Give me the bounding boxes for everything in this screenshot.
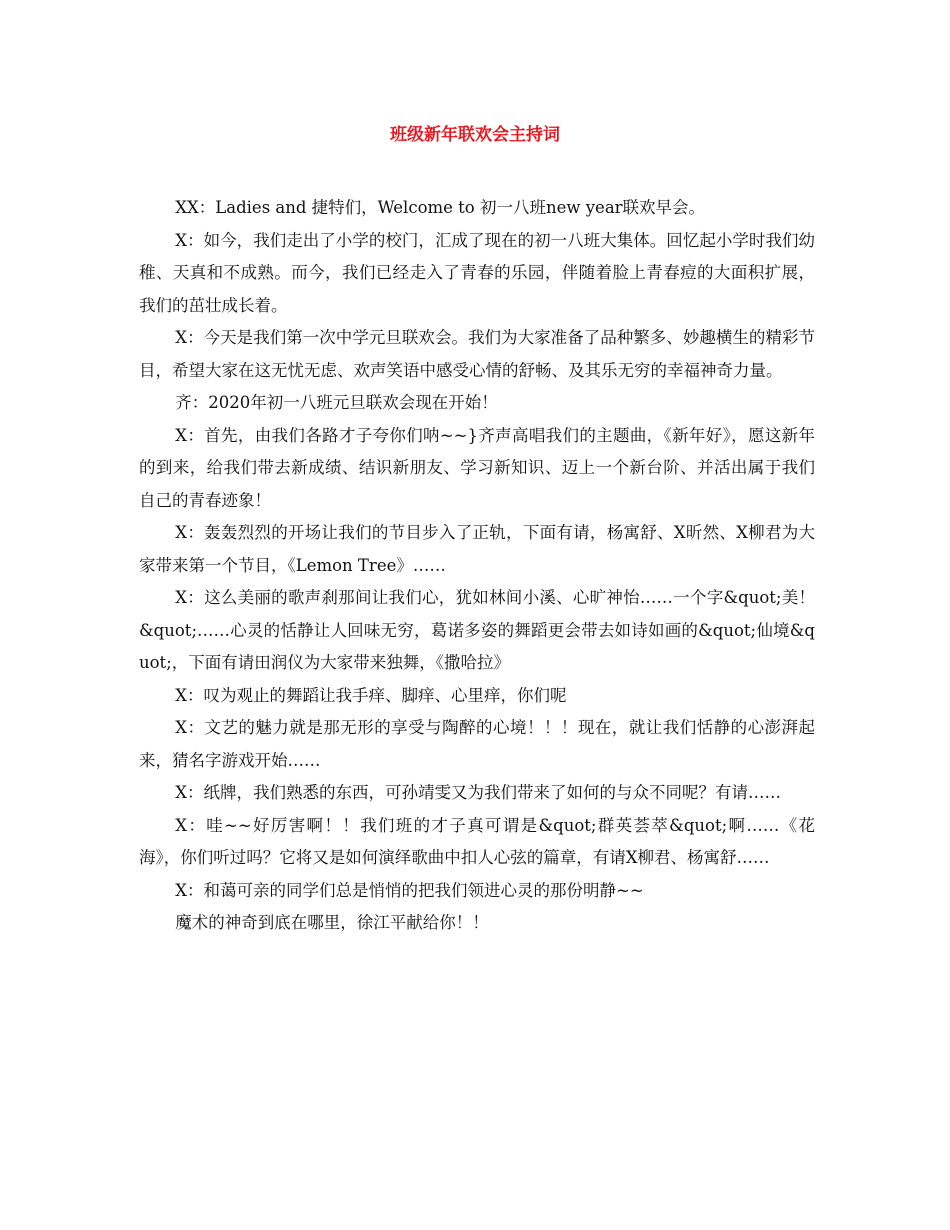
paragraph: X：今天是我们第一次中学元旦联欢会。我们为大家准备了品种繁多、妙趣横生的精彩节目，希望大家在这无忧无虑、欢声笑语中感受心情的舒畅、及其乐无穷的幸福神奇力量。 (139, 328, 815, 380)
paragraph: 齐：2020年初一八班元旦联欢会现在开始！ (175, 393, 498, 412)
paragraph: X：和蔼可亲的同学们总是悄悄的把我们领进心灵的那份明静~~ (175, 880, 644, 900)
paragraph: X：轰轰烈烈的开场让我们的节目步入了正轨，下面有请，杨寓舒、X昕然、X柳君为大家带来第一个节目，《Lemon Tree》…… (139, 523, 815, 575)
paragraph: X：哇~~好厉害啊！！我们班的才子真可谓是&quot;群英荟萃&quot;啊……《花海》，你们听过吗？它将又是如何演绎歌曲中扣人心弦的篇章，有请X柳君、杨寓舒…… (139, 815, 815, 867)
document-title: 班级新年联欢会主持词 (390, 125, 560, 145)
paragraph: X：这么美丽的歌声刹那间让我们心，犹如林间小溪、心旷神怡……一个字&quot;美！&quot;……心灵的恬静让人回味无穷，葛诺多姿的舞蹈更会带去如诗如画的&quot;仙境&quot;，下面有请田润仪为大家带来独舞，《撒哈拉》 (139, 588, 815, 672)
paragraph: 魔术的神奇到底在哪里，徐江平献给你！！ (175, 913, 489, 932)
paragraph: X：首先，由我们各路才子夸你们呐~~}齐声高唱我们的主题曲，《新年好》，愿这新年的到来，给我们带去新成绩、结识新朋友、学习新知识、迈上一个新台阶、并活出属于我们自己的青春迹象！ (139, 425, 815, 510)
document-body (139, 192, 815, 940)
paragraph: X：文艺的魅力就是那无形的享受与陶醉的心境！！！现在，就让我们恬静的心澎湃起来，猜名字游戏开始…… (139, 718, 815, 770)
paragraph: XX：Ladies and 捷特们，Welcome to 初一八班new year联欢早会。 (175, 198, 706, 217)
paragraph: X：叹为观止的舞蹈让我手痒、脚痒、心里痒，你们呢 (175, 685, 567, 705)
paragraph: X：如今，我们走出了小学的校门，汇成了现在的初一八班大集体。回忆起小学时我们幼稚、天真和不成熟。而今，我们已经走入了青春的乐园，伴随着脸上青春痘的大面积扩展，我们的茁壮成长着。 (139, 230, 815, 315)
paragraph: X：纸牌，我们熟悉的东西，可孙靖雯又为我们带来了如何的与众不同呢？有请…… (175, 783, 782, 802)
